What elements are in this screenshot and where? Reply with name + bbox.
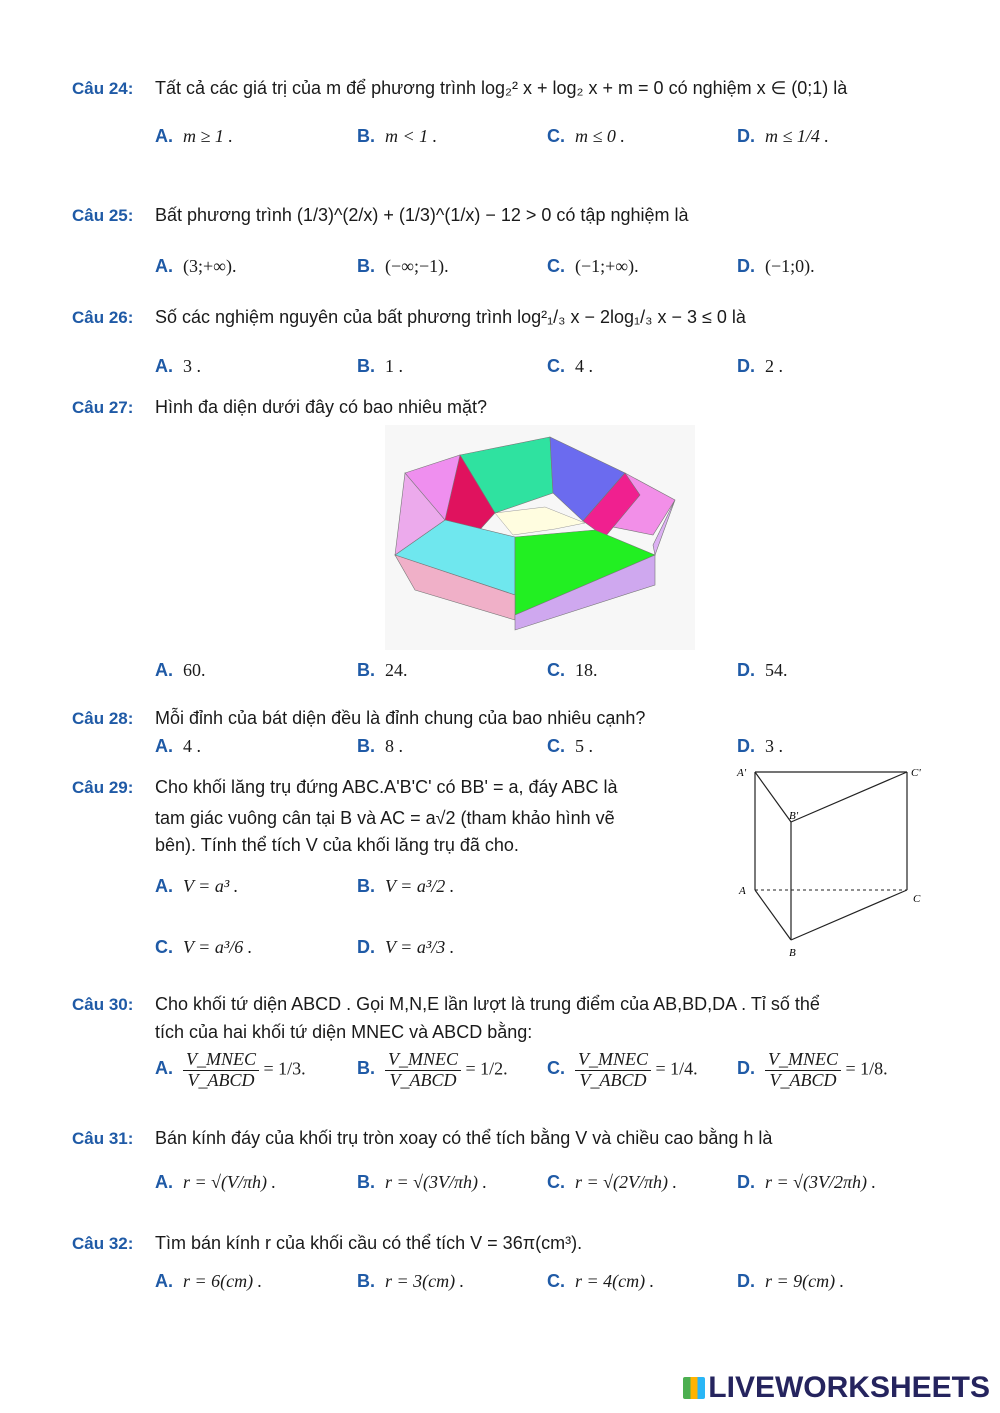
q31-option-d[interactable] [737,1172,876,1193]
q29-option-a[interactable] [155,876,238,897]
option-text: 3 . [765,736,783,756]
option-text: 5 . [575,736,593,756]
q28-option-a[interactable] [155,736,201,757]
option-text: r = 6(cm) . [183,1271,263,1291]
option-text: (−1;0). [765,256,815,276]
ratio-numerator: V_MNEC [575,1050,651,1071]
liveworksheets-logo [683,1371,990,1405]
label-A: A [739,885,746,897]
option-text: r = 3(cm) . [385,1271,465,1291]
q26-text: Số các nghiệm nguyên của bất phương trình log²₁/₃ x − 2log₁/₃ x − 3 ≤ 0 là [155,307,746,327]
option-letter: C. [547,126,565,146]
q32-label: Câu 32: [72,1234,134,1253]
option-text: r = √(V/πh) . [183,1172,277,1192]
ratio-denominator: V_ABCD [769,1069,837,1090]
q25-option-d[interactable] [737,256,815,277]
q25-option-b[interactable] [357,256,449,277]
q27-option-a[interactable] [155,660,206,681]
q24-option-d[interactable] [737,126,829,147]
q30-option-b[interactable]: B. $\frac{\text{V\_MNEC}}{\text{V\_ABCD}}$ = 1/2. [357,1049,508,1090]
option-letter: A. [155,1271,173,1291]
option-letter: A. [155,256,173,276]
option-letter: B. [357,876,375,896]
q28-option-c[interactable] [547,736,593,757]
option-text: (−1;+∞). [575,256,639,276]
q28-text: Mỗi đỉnh của bát diện đều là đỉnh chung của bao nhiêu cạnh? [155,708,646,728]
ratio-denominator: V_ABCD [187,1069,255,1090]
q30-label: Câu 30: [72,995,134,1014]
option-letter: C. [547,736,565,756]
volume-ratio [765,1050,841,1091]
q32-text: Tìm bán kính r của khối cầu có thể tích V = 36π(cm³). [155,1233,583,1253]
q32-option-b[interactable] [357,1271,464,1292]
q30-option-c[interactable]: C. $\frac{\text{V\_MNEC}}{\text{V\_ABCD}}$ = 1/4. [547,1049,698,1090]
q24-option-a[interactable] [155,126,233,147]
option-text: V = a³ . [183,876,239,896]
ratio-denominator: V_ABCD [389,1069,457,1090]
option-letter: D. [737,660,755,680]
option-text: r = √(3V/2πh) . [765,1172,877,1192]
edge [755,890,791,940]
option-letter: C. [547,1172,565,1192]
option-letter: B. [357,356,375,376]
q28-option-b[interactable] [357,736,403,757]
edge [755,772,791,822]
option-text: 1 . [385,356,403,376]
option-letter: D. [737,1058,755,1079]
label-B: B [789,947,796,959]
volume-ratio [575,1050,651,1091]
q25-text: Bất phương trình (1/3)^(2/x) + (1/3)^(1/x) − 12 > 0 có tập nghiệm là [155,205,689,225]
option-letter: B. [357,126,375,146]
label-C: C [913,893,921,905]
option-text: m ≥ 1 . [183,126,233,146]
option-letter: C. [155,937,173,957]
option-letter: D. [357,937,375,957]
option-text: 60. [183,660,206,680]
q26-option-b[interactable] [357,356,403,377]
ratio-numerator: V_MNEC [765,1050,841,1071]
volume-ratio [183,1050,259,1091]
option-text: V = a³/3 . [385,937,455,957]
q25-option-a[interactable] [155,256,236,277]
option-letter: A. [155,876,173,896]
q27-option-c[interactable] [547,660,598,681]
ratio-denominator: V_ABCD [579,1069,647,1090]
option-letter: C. [547,1058,565,1079]
option-letter: A. [155,736,173,756]
option-text: 24. [385,660,408,680]
option-text: 4 . [575,356,593,376]
q30-option-a[interactable]: A. $\frac{\text{V\_MNEC}}{\text{V\_ABCD}}$ = 1/3. [155,1049,306,1090]
q32-option-c[interactable] [547,1271,654,1292]
option-letter: A. [155,356,173,376]
option-letter: C. [547,1271,565,1291]
option-text: 1/8 [860,1058,884,1079]
q27-option-d[interactable] [737,660,788,681]
q27-label: Câu 27: [72,398,134,417]
option-letter: D. [737,1172,755,1192]
option-text: 4 . [183,736,201,756]
option-letter: D. [737,1271,755,1291]
q32-option-a[interactable] [155,1271,262,1292]
option-text: 3 . [183,356,201,376]
q29-option-d[interactable] [357,937,454,958]
option-letter: D. [737,126,755,146]
label-C1: C' [911,767,921,779]
option-letter: B. [357,660,375,680]
option-letter: B. [357,1172,375,1192]
q24-label: Câu 24: [72,79,134,98]
option-text: r = 9(cm) . [765,1271,845,1291]
label-B1: B' [789,810,799,822]
q29-label: Câu 29: [72,778,134,797]
q26-option-c[interactable] [547,356,593,377]
option-text: (−∞;−1). [385,256,449,276]
option-letter: A. [155,126,173,146]
q24-option-b[interactable] [357,126,437,147]
q24-text: Tất cả các giá trị của m để phương trình log₂² x + log₂ x + m = 0 có nghiệm x ∈ (0;1) là [155,78,848,98]
q28-label: Câu 28: [72,709,134,728]
q29-option-b[interactable] [357,876,454,897]
option-text: 2 . [765,356,783,376]
option-text: 1/2 [480,1058,504,1079]
option-letter: C. [547,660,565,680]
q26-option-a[interactable] [155,356,201,377]
option-text: 1/3 [278,1058,302,1079]
logo-text: LIVEWORKSHEETS [708,1371,990,1404]
option-text: m ≤ 0 . [575,126,625,146]
q28-option-d[interactable] [737,736,783,757]
option-letter: D. [737,736,755,756]
option-letter: B. [357,256,375,276]
edge [791,772,907,822]
q30-line2: tích của hai khối tứ diện MNEC và ABCD bằng: [155,1022,533,1042]
ratio-numerator: V_MNEC [183,1050,259,1071]
option-text: 54. [765,660,788,680]
logo-icon [683,1377,705,1399]
q32-option-d[interactable] [737,1271,844,1292]
option-text: V = a³/6 . [183,937,253,957]
q31-option-c[interactable] [547,1172,677,1193]
option-text: 8 . [385,736,403,756]
option-text: m < 1 . [385,126,438,146]
option-letter: B. [357,1058,375,1079]
polyhedron-figure [385,425,695,650]
q29-option-c[interactable] [155,937,252,958]
volume-ratio [385,1050,461,1091]
q26-option-d[interactable] [737,356,783,377]
ratio-numerator: V_MNEC [385,1050,461,1071]
q29-line2: tam giác vuông cân tại B và AC = a√2 (tham khảo hình vẽ [155,808,615,828]
q30-line1: Cho khối tứ diện ABCD . Gọi M,N,E lần lượt là trung điểm của AB,BD,DA . Tỉ số thể [155,994,820,1014]
option-letter: D. [737,256,755,276]
q29-line3: bên). Tính thể tích V của khối lăng trụ đã cho. [155,835,519,855]
option-letter: A. [155,1172,173,1192]
q31-text: Bán kính đáy của khối trụ tròn xoay có thể tích bằng V và chiều cao bằng h là [155,1128,773,1148]
option-text: (3;+∞). [183,256,237,276]
option-text: r = √(2V/πh) . [575,1172,678,1192]
q29-line1: Cho khối lăng trụ đứng ABC.A'B'C' có BB' = a, đáy ABC là [155,777,618,797]
q31-option-b[interactable] [357,1172,487,1193]
q31-label: Câu 31: [72,1129,134,1148]
edge [791,890,907,940]
q24-option-c[interactable] [547,126,625,147]
option-letter: B. [357,1271,375,1291]
q27-option-b[interactable] [357,660,408,681]
option-letter: C. [547,356,565,376]
q25-label: Câu 25: [72,206,134,225]
option-letter: A. [155,1058,173,1079]
q27-text: Hình đa diện dưới đây có bao nhiêu mặt? [155,397,488,417]
label-A1: A' [737,767,747,779]
option-letter: A. [155,660,173,680]
option-text: 1/4 [670,1058,694,1079]
q26-label: Câu 26: [72,308,134,327]
option-letter: C. [547,256,565,276]
prism-figure [735,760,935,965]
q30-option-d[interactable]: D. $\frac{\text{V\_MNEC}}{\text{V\_ABCD}}$ = 1/8. [737,1049,888,1090]
option-text: m ≤ 1/4 . [765,126,829,146]
q31-option-a[interactable] [155,1172,276,1193]
option-text: r = 4(cm) . [575,1271,655,1291]
option-text: r = √(3V/πh) . [385,1172,488,1192]
option-letter: B. [357,736,375,756]
option-text: V = a³/2 . [385,876,455,896]
option-text: 18. [575,660,598,680]
option-letter: D. [737,356,755,376]
q25-option-c[interactable] [547,256,639,277]
